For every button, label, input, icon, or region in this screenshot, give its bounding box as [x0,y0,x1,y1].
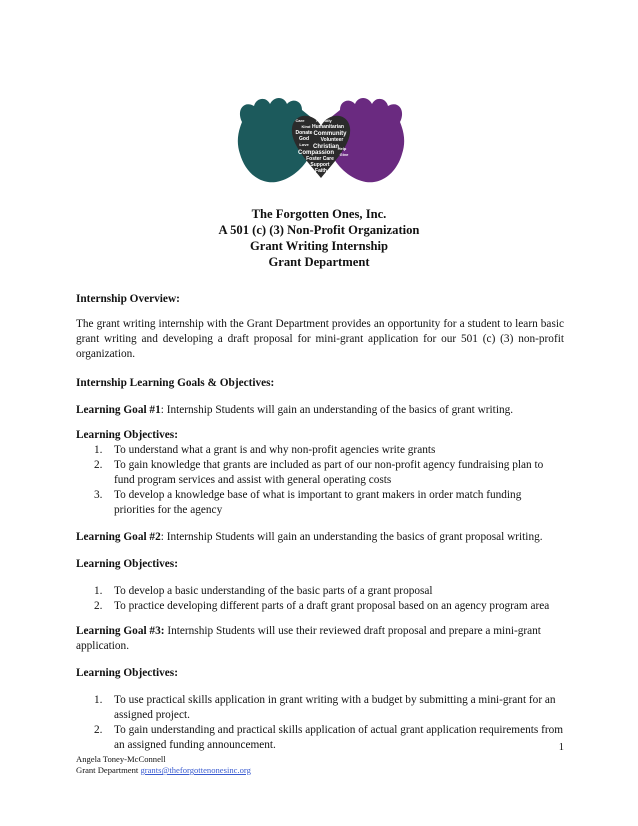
goal3-label: Learning Goal #3: [76,625,165,637]
goal2-objectives-heading: Learning Objectives: [76,558,178,570]
footer-name: Angela Toney-McConnell [76,754,166,764]
logo-word: Support [310,162,330,168]
document-body [76,292,564,753]
logo-word: Love [299,142,309,147]
goal2-label: Learning Goal #2 [76,531,161,543]
logo-word: Donate [295,130,313,136]
logo-word: Foster Care [306,156,334,162]
document-title-block [0,206,638,270]
program-name: Grant Writing Internship [249,239,389,253]
page-number: 1 [558,742,564,753]
overview-heading: Internship Overview: [76,293,180,305]
footer-contact [76,765,564,776]
goal1-objectives-heading: Learning Objectives: [76,429,178,441]
logo [232,92,410,190]
goal1-text: : Internship Students will gain an understanding of the basics of grant writing. [160,404,514,416]
list-item: 1. To understand what a grant is and why non-profit agencies write grants [94,444,436,456]
logo-word: Community [313,131,347,137]
goal2-text: : Internship Students will gain an understanding the basics of grant proposal writing. [160,531,543,543]
goal3-text: Internship Students will use their reviewed draft proposal and prepare a mini-grant application. [76,625,541,652]
logo-word: Friendly [316,118,332,123]
overview-text: The grant writing internship with the Grant Department provides an opportunity for a student to learn basic grant writing and developing a draft proposal for mini-grant application for our 501 (c) (3) non-profit organization. [76,318,564,360]
list-item: 1. To use practical skills application in grant writing with a budget by submitting a mini-grant for an assigned project. [94,694,556,721]
logo-word: Humanitarian [312,124,344,130]
logo-word: Faith [315,168,327,174]
goal2-statement [76,530,564,545]
org-name: The Forgotten Ones, Inc. [251,207,387,221]
goal1-statement [76,403,564,418]
list-item: 2. To practice developing different parts of a draft grant proposal based on an agency program area [94,600,550,612]
logo-word: Compassion [297,150,335,156]
email-link[interactable]: grants@theforgottenonesinc.org [140,765,251,775]
list-item: 3. To develop a knowledge base of what is important to grant makers in order match funding priorities for the agency [94,489,522,516]
logo-word: Give [339,152,349,157]
footer-dept: Grant Department [76,765,139,775]
logo-word: Care [295,118,305,123]
list-item: 2. To gain knowledge that grants are included as part of our non-profit agency fundraising plan to fund program services and assist with general operating costs [94,459,544,486]
department-name: Grant Department [268,255,370,269]
logo-word: Christian [312,144,340,150]
org-status: A 501 (c) (3) Non-Profit Organization [218,223,420,237]
goal1-objectives-list [76,443,564,518]
goal3-objectives-heading: Learning Objectives: [76,667,178,679]
list-item: 2. To gain understanding and practical skills application of actual grant application requirements from an assigned funding announcement. [94,724,564,751]
logo-word: God [299,136,309,142]
goal1-label: Learning Goal #1 [76,404,161,416]
goal2-objectives-list [76,584,564,614]
goal3-objectives-list [76,693,564,753]
logo-word: Help [337,146,347,151]
list-item: 1. To develop a basic understanding of the basic parts of a grant proposal [94,585,433,597]
logo-word: Kind [301,124,311,129]
footer [76,754,564,776]
goals-heading: Internship Learning Goals & Objectives: [76,377,275,389]
goal3-statement [76,624,564,654]
logo-word: Volunteer [320,137,344,143]
